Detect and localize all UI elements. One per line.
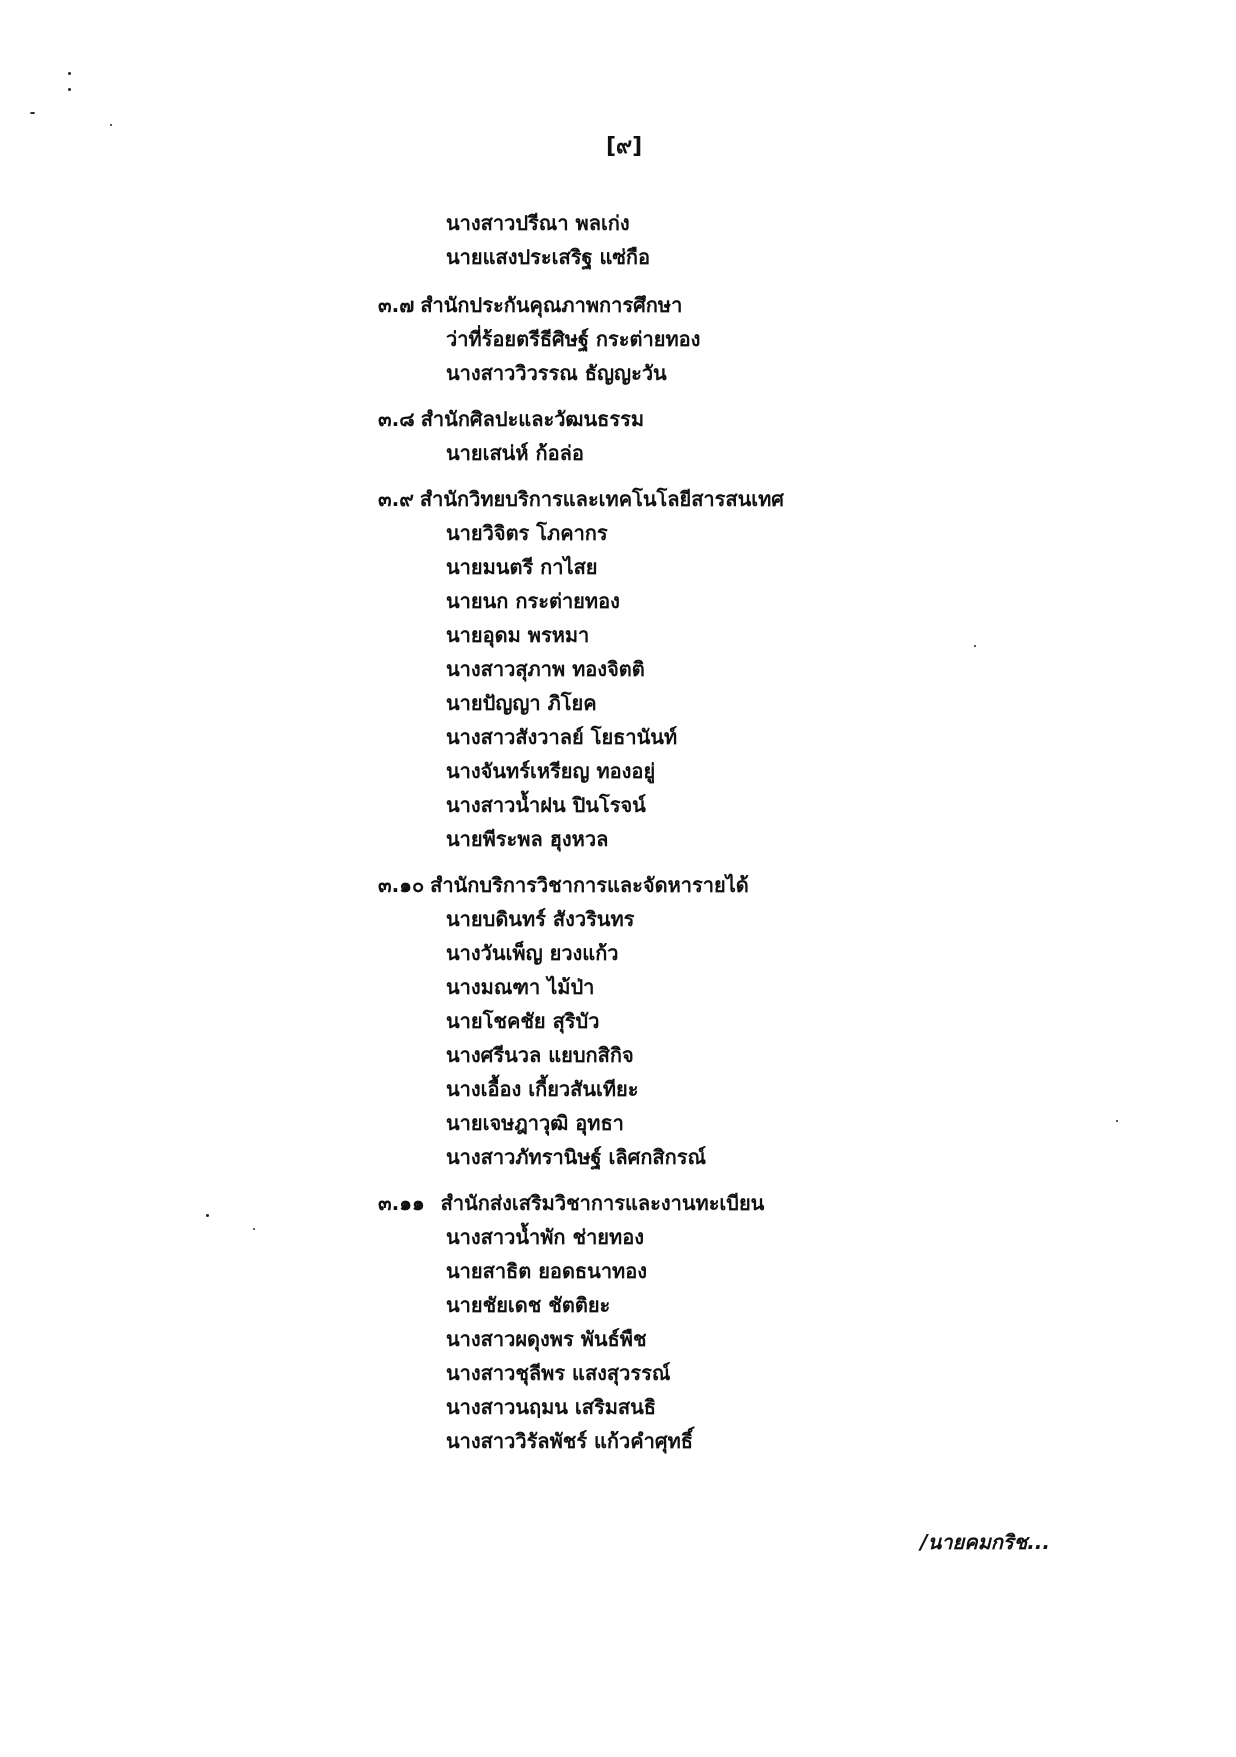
staff-name: นางสาวปรีณา พลเก่ง bbox=[446, 211, 630, 235]
staff-name: นางสาวสุภาพ ทองจิตติ bbox=[446, 657, 645, 681]
section-number: ๓.๘ bbox=[378, 407, 415, 431]
section-number: ๓.๑๑ bbox=[378, 1191, 425, 1215]
staff-name: นายชัยเดช ชัตติยะ bbox=[446, 1293, 611, 1317]
section-academic-promotion-registration bbox=[378, 1186, 1138, 1458]
section-heading bbox=[378, 482, 1138, 516]
staff-name: นางสาววิวรรณ ธัญญะวัน bbox=[446, 361, 667, 385]
staff-name: นางสาวชุลีพร แสงสุวรรณ์ bbox=[446, 1361, 671, 1385]
section-number: ๓.๗ bbox=[378, 293, 415, 317]
section-number: ๓.๑๐ bbox=[378, 873, 425, 897]
scan-speck bbox=[68, 88, 71, 91]
staff-name: นายโชคชัย สุริบัว bbox=[446, 1009, 600, 1033]
section-quality-assurance bbox=[378, 288, 1138, 390]
leading-names bbox=[378, 206, 1138, 274]
section-academic-resources-it bbox=[378, 482, 1138, 856]
scan-speck bbox=[110, 124, 112, 126]
section-heading bbox=[378, 402, 1138, 436]
section-number: ๓.๙ bbox=[378, 487, 414, 511]
staff-name: นางสาวสังวาลย์ โยธานันท์ bbox=[446, 725, 678, 749]
section-title: สำนักส่งเสริมวิชาการและงานทะเบียน bbox=[440, 1191, 765, 1215]
section-arts-culture bbox=[378, 402, 1138, 470]
staff-name: นายมนตรี กาไสย bbox=[446, 555, 598, 579]
staff-name: นายอุดม พรหมา bbox=[446, 623, 590, 647]
staff-name: นายปัญญา ภิโยค bbox=[446, 691, 597, 715]
staff-name: นายนก กระต่ายทอง bbox=[446, 589, 620, 613]
staff-name: นางวันเพ็ญ ยวงแก้ว bbox=[446, 941, 619, 965]
section-title: สำนักวิทยบริการและเทคโนโลยีสารสนเทศ bbox=[419, 487, 784, 511]
page-number: [๙] bbox=[606, 134, 643, 159]
continuation-marker: /นายคมกริช... bbox=[920, 1530, 1050, 1554]
section-heading bbox=[378, 1186, 1138, 1220]
staff-name: นายสาธิต ยอดธนาทอง bbox=[446, 1259, 648, 1283]
staff-name: นางสาวนฤมน เสริมสนธิ bbox=[446, 1395, 656, 1419]
staff-name: นางสาวน้ำฝน ปินโรจน์ bbox=[446, 793, 646, 817]
scan-speck bbox=[30, 112, 35, 114]
staff-name: นางมณฑา ไม้ป่า bbox=[446, 975, 595, 999]
scan-speck bbox=[206, 1214, 209, 1217]
staff-name: นายเจษฎาวุฒิ อุทธา bbox=[446, 1111, 624, 1135]
section-academic-services-revenue bbox=[378, 868, 1138, 1174]
staff-name: นางศรีนวล แยบกสิกิจ bbox=[446, 1043, 634, 1067]
staff-name: นางเอื้อง เกี้ยวสันเทียะ bbox=[446, 1077, 639, 1101]
section-heading bbox=[378, 288, 1138, 322]
section-title: สำนักประกันคุณภาพการศึกษา bbox=[420, 293, 683, 317]
staff-list bbox=[378, 206, 1138, 1458]
staff-name: นางจันทร์เหรียญ ทองอยู่ bbox=[446, 759, 656, 783]
section-title: สำนักศิลปะและวัฒนธรรม bbox=[420, 407, 645, 431]
staff-name: นายเสน่ห์ ก้อล่อ bbox=[446, 441, 584, 465]
section-heading bbox=[378, 868, 1138, 902]
staff-name: นายแสงประเสริฐ แซ่กือ bbox=[446, 245, 651, 269]
staff-name: นางสาวภัทรานิษฐ์ เลิศกสิกรณ์ bbox=[446, 1145, 707, 1169]
staff-name: นายพีระพล ฮุงหวล bbox=[446, 827, 609, 851]
section-title: สำนักบริการวิชาการและจัดหารายได้ bbox=[430, 873, 749, 897]
staff-name: นางสาวผดุงพร พันธ์พืช bbox=[446, 1327, 647, 1351]
scan-speck bbox=[68, 72, 71, 75]
staff-name: นางสาวน้ำพัก ช่ายทอง bbox=[446, 1225, 644, 1249]
staff-name: นายบดินทร์ สังวรินทร bbox=[446, 907, 635, 931]
staff-name: นางสาววิรัลพัชร์ แก้วคำศุทธิ์ bbox=[446, 1429, 693, 1453]
scan-speck bbox=[253, 1228, 255, 1230]
staff-name: ว่าที่ร้อยตรีธีศิษฐ์ กระต่ายทอง bbox=[446, 327, 701, 351]
staff-name: นายวิจิตร โภคากร bbox=[446, 521, 608, 545]
